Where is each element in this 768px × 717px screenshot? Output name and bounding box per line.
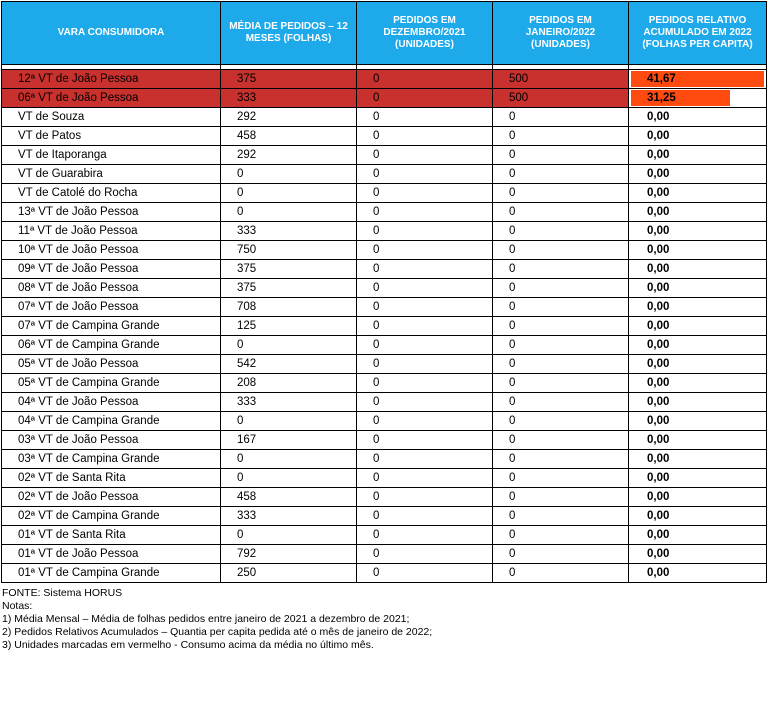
- vara-cell: 05ª VT de João Pessoa: [2, 355, 221, 374]
- janeiro-cell: 0: [493, 298, 629, 317]
- per-capita-cell: 0,00: [629, 336, 767, 355]
- vara-cell: 11ª VT de João Pessoa: [2, 222, 221, 241]
- source-note: FONTE: Sistema HORUS: [2, 587, 123, 599]
- media-cell: 708: [221, 298, 357, 317]
- consumption-table: [1, 1, 767, 583]
- per-capita-cell: 0,00: [629, 241, 767, 260]
- table-row: [2, 355, 767, 374]
- vara-cell: 02ª VT de Santa Rita: [2, 469, 221, 488]
- dezembro-cell: 0: [357, 412, 493, 431]
- media-cell: 750: [221, 241, 357, 260]
- per-capita-cell: 0,00: [629, 317, 767, 336]
- header-per-capita: PEDIDOS RELATIVO ACUMULADO EM 2022 (FOLHAS PER CAPITA): [629, 2, 767, 65]
- media-cell: 542: [221, 355, 357, 374]
- per-capita-cell: 0,00: [629, 222, 767, 241]
- per-capita-cell: 0,00: [629, 469, 767, 488]
- vara-cell: 01ª VT de Santa Rita: [2, 526, 221, 545]
- dezembro-cell: 0: [357, 355, 493, 374]
- dezembro-cell: 0: [357, 450, 493, 469]
- janeiro-cell: 0: [493, 431, 629, 450]
- header-janeiro: PEDIDOS EM JANEIRO/2022 (UNIDADES): [493, 2, 629, 65]
- dezembro-cell: 0: [357, 317, 493, 336]
- janeiro-cell: 0: [493, 526, 629, 545]
- vara-cell: VT de Guarabira: [2, 165, 221, 184]
- janeiro-cell: 0: [493, 545, 629, 564]
- dezembro-cell: 0: [357, 108, 493, 127]
- dezembro-cell: 0: [357, 488, 493, 507]
- per-capita-cell: 0,00: [629, 184, 767, 203]
- dezembro-cell: 0: [357, 469, 493, 488]
- table-row: [2, 469, 767, 488]
- janeiro-cell: 0: [493, 279, 629, 298]
- notes-heading: Notas:: [2, 600, 33, 612]
- per-capita-cell: 0,00: [629, 298, 767, 317]
- table-row: [2, 222, 767, 241]
- vara-cell: 01ª VT de Campina Grande: [2, 564, 221, 583]
- vara-cell: 02ª VT de Campina Grande: [2, 507, 221, 526]
- media-cell: 0: [221, 165, 357, 184]
- vara-cell: 06ª VT de João Pessoa: [2, 89, 221, 108]
- janeiro-cell: 0: [493, 564, 629, 583]
- janeiro-cell: 500: [493, 89, 629, 108]
- per-capita-cell: [629, 89, 767, 108]
- janeiro-cell: 0: [493, 260, 629, 279]
- media-cell: 292: [221, 146, 357, 165]
- janeiro-cell: 0: [493, 488, 629, 507]
- media-cell: 0: [221, 184, 357, 203]
- media-cell: 0: [221, 526, 357, 545]
- janeiro-cell: 0: [493, 222, 629, 241]
- per-capita-cell: 0,00: [629, 279, 767, 298]
- per-capita-cell: 0,00: [629, 127, 767, 146]
- per-capita-cell: 0,00: [629, 488, 767, 507]
- dezembro-cell: 0: [357, 222, 493, 241]
- table-row: [2, 127, 767, 146]
- media-cell: 333: [221, 507, 357, 526]
- janeiro-cell: 0: [493, 507, 629, 526]
- header-media: MÉDIA DE PEDIDOS – 12 MESES (FOLHAS): [221, 2, 357, 65]
- janeiro-cell: 0: [493, 469, 629, 488]
- dezembro-cell: 0: [357, 298, 493, 317]
- janeiro-cell: 0: [493, 108, 629, 127]
- janeiro-cell: 0: [493, 336, 629, 355]
- per-capita-cell: 0,00: [629, 393, 767, 412]
- table-row: [2, 146, 767, 165]
- table-row: [2, 279, 767, 298]
- janeiro-cell: 0: [493, 184, 629, 203]
- janeiro-cell: 0: [493, 393, 629, 412]
- janeiro-cell: 0: [493, 355, 629, 374]
- dezembro-cell: 0: [357, 146, 493, 165]
- janeiro-cell: 0: [493, 450, 629, 469]
- table-row: [2, 108, 767, 127]
- table-row: [2, 545, 767, 564]
- table-row: [2, 412, 767, 431]
- media-cell: 208: [221, 374, 357, 393]
- footnotes: [2, 587, 432, 652]
- janeiro-cell: 0: [493, 203, 629, 222]
- dezembro-cell: 0: [357, 260, 493, 279]
- janeiro-cell: 0: [493, 146, 629, 165]
- vara-cell: VT de Itaporanga: [2, 146, 221, 165]
- per-capita-cell: 0,00: [629, 108, 767, 127]
- per-capita-cell: 0,00: [629, 431, 767, 450]
- table-row: [2, 526, 767, 545]
- header-dezembro: PEDIDOS EM DEZEMBRO/2021 (UNIDADES): [357, 2, 493, 65]
- janeiro-cell: 0: [493, 165, 629, 184]
- dezembro-cell: 0: [357, 507, 493, 526]
- media-cell: 0: [221, 203, 357, 222]
- media-cell: 458: [221, 488, 357, 507]
- media-cell: 333: [221, 89, 357, 108]
- vara-cell: 03ª VT de Campina Grande: [2, 450, 221, 469]
- media-cell: 333: [221, 222, 357, 241]
- per-capita-cell: 0,00: [629, 260, 767, 279]
- vara-cell: 04ª VT de Campina Grande: [2, 412, 221, 431]
- table-header-row: [2, 2, 767, 65]
- janeiro-cell: 0: [493, 317, 629, 336]
- per-capita-cell: 0,00: [629, 450, 767, 469]
- vara-cell: 02ª VT de João Pessoa: [2, 488, 221, 507]
- dezembro-cell: 0: [357, 526, 493, 545]
- dezembro-cell: 0: [357, 184, 493, 203]
- media-cell: 375: [221, 260, 357, 279]
- table-row: [2, 507, 767, 526]
- note-1: 1) Média Mensal – Média de folhas pedidos entre janeiro de 2021 a dezembro de 2021;: [2, 613, 410, 625]
- vara-cell: 09ª VT de João Pessoa: [2, 260, 221, 279]
- dezembro-cell: 0: [357, 545, 493, 564]
- report-table-container: [1, 1, 766, 583]
- note-2: 2) Pedidos Relativos Acumulados – Quantia per capita pedida até o mês de janeiro de 2022;: [2, 626, 433, 638]
- per-capita-cell: 0,00: [629, 374, 767, 393]
- table-row: [2, 317, 767, 336]
- dezembro-cell: 0: [357, 279, 493, 298]
- table-row: [2, 336, 767, 355]
- dezembro-cell: 0: [357, 241, 493, 260]
- table-row: [2, 393, 767, 412]
- vara-cell: VT de Patos: [2, 127, 221, 146]
- vara-cell: 07ª VT de Campina Grande: [2, 317, 221, 336]
- media-cell: 0: [221, 450, 357, 469]
- media-cell: 0: [221, 469, 357, 488]
- janeiro-cell: 500: [493, 70, 629, 89]
- vara-cell: 10ª VT de João Pessoa: [2, 241, 221, 260]
- table-row: [2, 165, 767, 184]
- per-capita-cell: 0,00: [629, 545, 767, 564]
- vara-cell: 03ª VT de João Pessoa: [2, 431, 221, 450]
- media-cell: 0: [221, 412, 357, 431]
- per-capita-cell: 0,00: [629, 507, 767, 526]
- dezembro-cell: 0: [357, 374, 493, 393]
- media-cell: 125: [221, 317, 357, 336]
- table-row: [2, 374, 767, 393]
- dezembro-cell: 0: [357, 165, 493, 184]
- media-cell: 292: [221, 108, 357, 127]
- table-row: [2, 431, 767, 450]
- dezembro-cell: 0: [357, 203, 493, 222]
- dezembro-cell: 0: [357, 70, 493, 89]
- dezembro-cell: 0: [357, 127, 493, 146]
- dezembro-cell: 0: [357, 564, 493, 583]
- media-cell: 0: [221, 336, 357, 355]
- per-capita-cell: 0,00: [629, 165, 767, 184]
- per-capita-cell: [629, 70, 767, 89]
- per-capita-cell: 0,00: [629, 146, 767, 165]
- table-row: [2, 564, 767, 583]
- table-row: [2, 184, 767, 203]
- per-capita-cell: 0,00: [629, 412, 767, 431]
- vara-cell: 01ª VT de João Pessoa: [2, 545, 221, 564]
- media-cell: 333: [221, 393, 357, 412]
- vara-cell: VT de Souza: [2, 108, 221, 127]
- vara-cell: 12ª VT de João Pessoa: [2, 70, 221, 89]
- per-capita-value: 31,25: [647, 92, 676, 104]
- table-row: [2, 203, 767, 222]
- janeiro-cell: 0: [493, 127, 629, 146]
- table-row: [2, 450, 767, 469]
- media-cell: 792: [221, 545, 357, 564]
- per-capita-cell: 0,00: [629, 355, 767, 374]
- vara-cell: 08ª VT de João Pessoa: [2, 279, 221, 298]
- per-capita-cell: 0,00: [629, 526, 767, 545]
- per-capita-cell: 0,00: [629, 203, 767, 222]
- dezembro-cell: 0: [357, 336, 493, 355]
- per-capita-cell: 0,00: [629, 564, 767, 583]
- table-row: [2, 260, 767, 279]
- vara-cell: 07ª VT de João Pessoa: [2, 298, 221, 317]
- table-row: [2, 89, 767, 108]
- dezembro-cell: 0: [357, 431, 493, 450]
- vara-cell: 05ª VT de Campina Grande: [2, 374, 221, 393]
- media-cell: 458: [221, 127, 357, 146]
- media-cell: 167: [221, 431, 357, 450]
- vara-cell: 06ª VT de Campina Grande: [2, 336, 221, 355]
- vara-cell: 04ª VT de João Pessoa: [2, 393, 221, 412]
- janeiro-cell: 0: [493, 412, 629, 431]
- vara-cell: 13ª VT de João Pessoa: [2, 203, 221, 222]
- media-cell: 250: [221, 564, 357, 583]
- per-capita-value: 41,67: [647, 73, 676, 85]
- dezembro-cell: 0: [357, 89, 493, 108]
- janeiro-cell: 0: [493, 374, 629, 393]
- header-vara: VARA CONSUMIDORA: [2, 2, 221, 65]
- note-3: 3) Unidades marcadas em vermelho - Consumo acima da média no último mês.: [2, 639, 374, 651]
- media-cell: 375: [221, 279, 357, 298]
- dezembro-cell: 0: [357, 393, 493, 412]
- vara-cell: VT de Catolé do Rocha: [2, 184, 221, 203]
- media-cell: 375: [221, 70, 357, 89]
- table-row: [2, 298, 767, 317]
- table-row: [2, 241, 767, 260]
- table-row: [2, 488, 767, 507]
- table-row: [2, 70, 767, 89]
- janeiro-cell: 0: [493, 241, 629, 260]
